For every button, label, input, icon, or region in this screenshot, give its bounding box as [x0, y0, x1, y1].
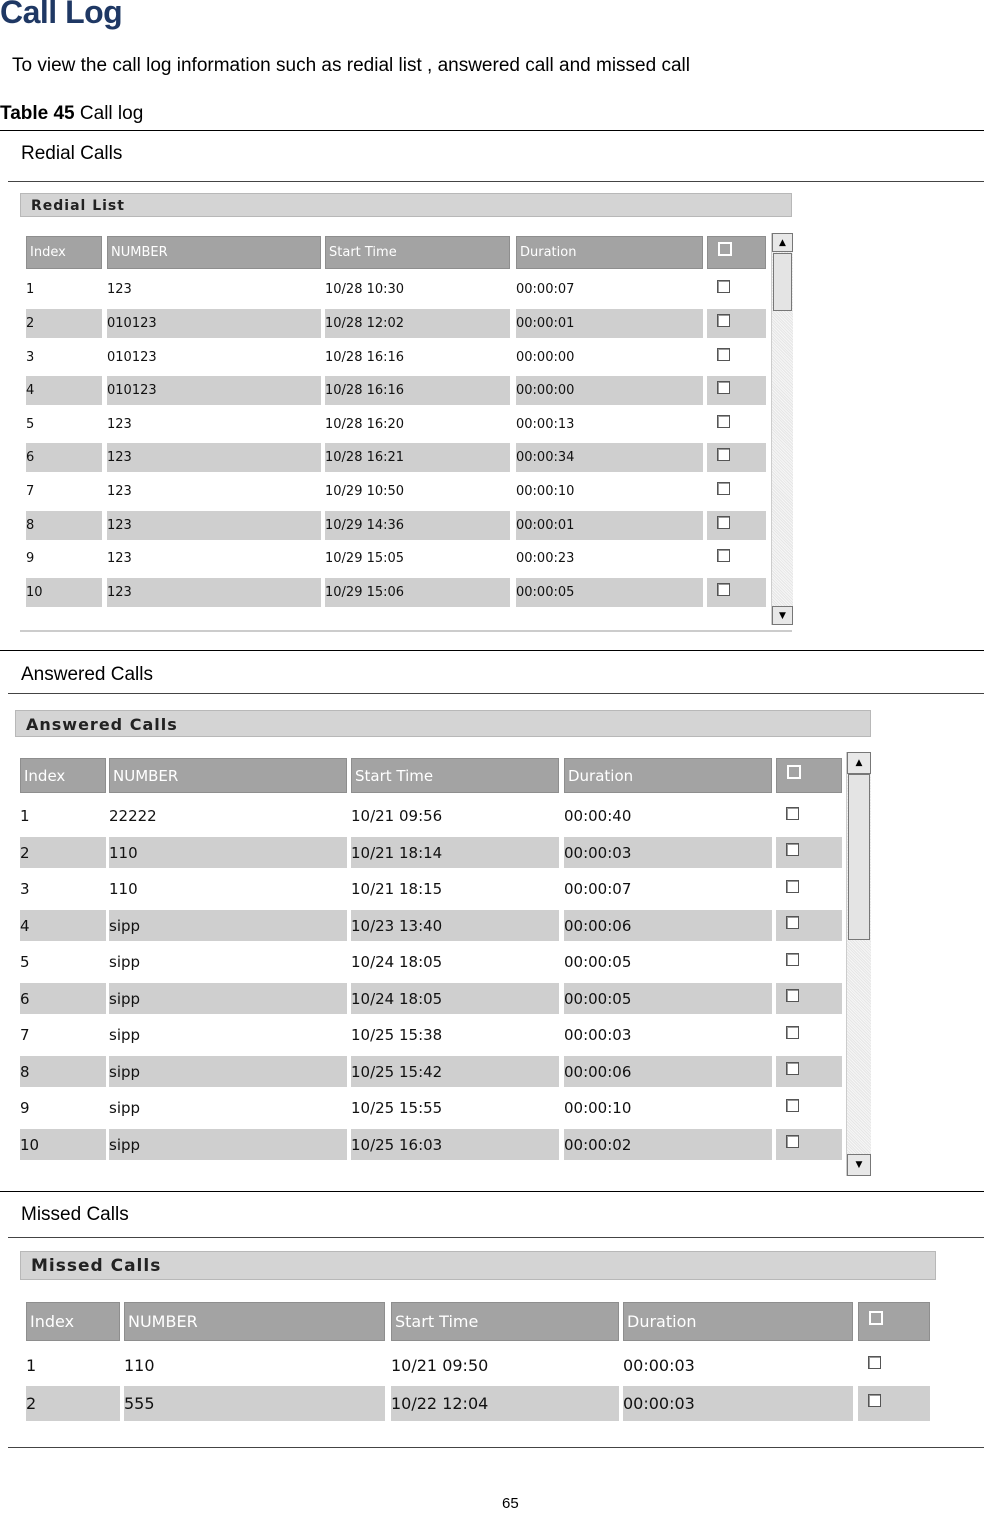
index-cell: 2 — [20, 837, 106, 868]
start-time-cell: 10/25 15:42 — [351, 1056, 559, 1087]
index-cell: 1 — [26, 282, 35, 298]
index-cell: 10 — [26, 578, 102, 607]
duration-cell: 00:00:10 — [564, 1099, 632, 1118]
duration-cell: 00:00:01 — [516, 511, 703, 540]
divider — [0, 1191, 984, 1192]
checkbox-cell — [776, 801, 842, 832]
checkbox-cell — [707, 443, 766, 472]
row-checkbox[interactable] — [717, 448, 730, 461]
row-checkbox[interactable] — [717, 314, 730, 327]
duration-cell: 00:00:06 — [564, 1056, 772, 1087]
checkbox-cell — [707, 544, 766, 573]
row-checkbox[interactable] — [786, 1135, 799, 1148]
duration-column-header[interactable]: Duration — [623, 1302, 853, 1341]
number-cell: 22222 — [109, 807, 157, 826]
section-label-missed: Missed Calls — [21, 1204, 129, 1225]
number-cell: 110 — [124, 1355, 155, 1375]
number-cell: 110 — [109, 880, 138, 899]
number-cell: 010123 — [107, 309, 321, 338]
start-time-cell: 10/21 09:50 — [391, 1355, 489, 1375]
index-cell: 10 — [20, 1129, 106, 1160]
start-time-cell: 10/24 18:05 — [351, 953, 443, 972]
number-cell: sipp — [109, 953, 141, 972]
checkbox-cell — [776, 1020, 842, 1051]
section-label-redial: Redial Calls — [21, 143, 123, 164]
section-label-answered: Answered Calls — [21, 664, 153, 685]
checkbox-cell — [858, 1386, 930, 1421]
panel-bottom-border — [20, 630, 792, 632]
vertical-scrollbar[interactable] — [771, 233, 793, 625]
start-time-cell: 10/28 12:02 — [325, 309, 510, 338]
scroll-up-icon[interactable]: ▲ — [772, 233, 793, 252]
start-time-cell: 10/28 16:16 — [325, 376, 510, 405]
index-cell: 5 — [20, 953, 30, 972]
row-checkbox[interactable] — [786, 989, 799, 1002]
index-cell: 6 — [26, 443, 102, 472]
index-cell: 1 — [26, 1355, 37, 1375]
index-cell: 4 — [26, 376, 102, 405]
index-column-header[interactable]: Index — [26, 1302, 120, 1341]
number-column-header[interactable]: NUMBER — [107, 236, 321, 269]
start-time-cell: 10/29 10:50 — [325, 483, 405, 499]
select-all-header — [776, 758, 842, 793]
number-column-header[interactable]: NUMBER — [109, 758, 347, 793]
row-checkbox[interactable] — [786, 916, 799, 929]
redial-list-panel — [20, 193, 796, 633]
duration-cell: 00:00:03 — [564, 837, 772, 868]
divider — [0, 130, 984, 131]
index-cell: 7 — [26, 483, 35, 499]
panel-title: Missed Calls — [20, 1251, 936, 1280]
duration-cell: 00:00:01 — [516, 309, 703, 338]
start-time-cell: 10/25 15:55 — [351, 1099, 443, 1118]
number-cell: 110 — [109, 837, 347, 868]
duration-column-header[interactable]: Duration — [564, 758, 772, 793]
row-checkbox[interactable] — [786, 1026, 799, 1039]
index-cell: 8 — [20, 1056, 106, 1087]
start-time-cell: 10/25 15:38 — [351, 1026, 443, 1045]
table-caption — [0, 103, 143, 125]
start-time-cell: 10/24 18:05 — [351, 983, 559, 1014]
scroll-down-icon[interactable]: ▼ — [847, 1154, 871, 1176]
duration-cell: 00:00:00 — [516, 376, 703, 405]
start-time-cell: 10/21 09:56 — [351, 807, 443, 826]
start-time-cell: 10/28 16:21 — [325, 443, 510, 472]
checkbox-cell — [776, 1129, 842, 1160]
start-time-cell: 10/28 16:16 — [325, 349, 405, 365]
number-cell: 123 — [107, 416, 132, 432]
number-cell: 123 — [107, 483, 132, 499]
start-time-cell: 10/28 10:30 — [325, 282, 405, 298]
intro-text: To view the call log information such as redial list , answered call and missed call — [12, 55, 690, 76]
divider — [8, 181, 984, 182]
row-checkbox[interactable] — [717, 583, 730, 596]
scroll-down-icon[interactable]: ▼ — [772, 606, 793, 625]
select-all-header — [707, 236, 766, 269]
index-cell: 6 — [20, 983, 106, 1014]
start-time-cell: 10/29 15:05 — [325, 551, 405, 567]
row-checkbox[interactable] — [717, 381, 730, 394]
duration-cell: 00:00:07 — [516, 282, 575, 298]
number-cell: sipp — [109, 1099, 141, 1118]
number-cell: 123 — [107, 443, 321, 472]
number-cell: 010123 — [107, 376, 321, 405]
number-cell: sipp — [109, 983, 347, 1014]
duration-cell: 00:00:40 — [564, 807, 632, 826]
number-cell: sipp — [109, 1026, 141, 1045]
scroll-thumb[interactable] — [848, 774, 870, 940]
duration-cell: 00:00:13 — [516, 416, 575, 432]
index-cell: 3 — [26, 349, 35, 365]
select-all-header — [858, 1302, 930, 1341]
index-cell: 5 — [26, 416, 35, 432]
duration-cell: 00:00:00 — [516, 349, 575, 365]
row-checkbox[interactable] — [786, 880, 799, 893]
select-all-checkbox[interactable] — [718, 242, 732, 256]
number-cell: 010123 — [107, 349, 157, 365]
duration-cell: 00:00:03 — [623, 1386, 853, 1421]
checkbox-cell — [776, 947, 842, 978]
duration-cell: 00:00:23 — [516, 551, 575, 567]
index-cell: 7 — [20, 1026, 30, 1045]
index-cell: 1 — [20, 807, 30, 826]
start-time-column-header[interactable]: Start Time — [325, 236, 510, 269]
number-cell: sipp — [109, 1056, 347, 1087]
index-cell: 9 — [20, 1099, 30, 1118]
index-column-header[interactable]: Index — [26, 236, 102, 269]
index-cell: 4 — [20, 910, 106, 941]
index-cell: 8 — [26, 511, 102, 540]
duration-cell: 00:00:02 — [564, 1129, 772, 1160]
page-title: Call Log — [0, 0, 123, 30]
start-time-cell: 10/22 12:04 — [391, 1386, 619, 1421]
number-cell: 555 — [124, 1386, 385, 1421]
checkbox-cell — [707, 275, 766, 304]
start-time-column-header[interactable]: Start Time — [391, 1302, 619, 1341]
row-checkbox[interactable] — [786, 807, 799, 820]
start-time-cell: 10/29 15:06 — [325, 578, 510, 607]
checkbox-cell — [707, 511, 766, 540]
row-checkbox[interactable] — [868, 1356, 881, 1369]
divider — [8, 693, 984, 694]
divider — [0, 650, 984, 651]
index-cell: 2 — [26, 1386, 120, 1421]
number-cell: 123 — [107, 578, 321, 607]
start-time-cell: 10/25 16:03 — [351, 1129, 559, 1160]
vertical-scrollbar[interactable] — [846, 752, 871, 1176]
start-time-cell: 10/21 18:15 — [351, 880, 443, 899]
number-cell: 123 — [107, 282, 132, 298]
start-time-cell: 10/29 14:36 — [325, 511, 510, 540]
number-cell: sipp — [109, 910, 347, 941]
row-checkbox[interactable] — [717, 516, 730, 529]
answered-calls-panel — [15, 710, 875, 1177]
index-cell: 2 — [26, 309, 102, 338]
row-checkbox[interactable] — [717, 348, 730, 361]
number-cell: 123 — [107, 511, 321, 540]
row-checkbox[interactable] — [868, 1394, 881, 1407]
duration-cell: 00:00:10 — [516, 483, 575, 499]
checkbox-cell — [776, 1056, 842, 1087]
checkbox-cell — [707, 477, 766, 506]
checkbox-cell — [707, 410, 766, 439]
index-column-header[interactable]: Index — [20, 758, 106, 793]
duration-cell: 00:00:07 — [564, 880, 632, 899]
row-checkbox[interactable] — [786, 843, 799, 856]
duration-cell: 00:00:05 — [564, 953, 632, 972]
number-cell: 123 — [107, 551, 132, 567]
start-time-column-header[interactable]: Start Time — [351, 758, 559, 793]
duration-cell: 00:00:34 — [516, 443, 703, 472]
row-checkbox[interactable] — [717, 549, 730, 562]
panel-title: Redial List — [20, 193, 792, 217]
duration-cell: 00:00:03 — [564, 1026, 632, 1045]
checkbox-cell — [776, 837, 842, 868]
caption-text: Call log — [74, 103, 144, 124]
checkbox-cell — [858, 1348, 930, 1383]
checkbox-cell — [707, 343, 766, 372]
duration-column-header[interactable]: Duration — [516, 236, 703, 269]
panel-title: Answered Calls — [15, 710, 871, 737]
checkbox-cell — [707, 376, 766, 405]
start-time-cell: 10/23 13:40 — [351, 910, 559, 941]
page-number: 65 — [502, 1495, 519, 1512]
select-all-checkbox[interactable] — [869, 1311, 883, 1325]
index-cell: 9 — [26, 551, 35, 567]
checkbox-cell — [776, 910, 842, 941]
row-checkbox[interactable] — [717, 280, 730, 293]
divider — [8, 1447, 984, 1448]
row-checkbox[interactable] — [786, 1099, 799, 1112]
row-checkbox[interactable] — [717, 482, 730, 495]
index-cell: 3 — [20, 880, 30, 899]
duration-cell: 00:00:05 — [516, 578, 703, 607]
row-checkbox[interactable] — [717, 415, 730, 428]
row-checkbox[interactable] — [786, 953, 799, 966]
checkbox-cell — [776, 1093, 842, 1124]
start-time-cell: 10/21 18:14 — [351, 837, 559, 868]
scroll-thumb[interactable] — [773, 253, 792, 311]
select-all-checkbox[interactable] — [787, 765, 801, 779]
checkbox-cell — [707, 309, 766, 338]
checkbox-cell — [707, 578, 766, 607]
number-column-header[interactable]: NUMBER — [124, 1302, 385, 1341]
start-time-cell: 10/28 16:20 — [325, 416, 405, 432]
checkbox-cell — [776, 874, 842, 905]
caption-label: Table 45 — [0, 103, 75, 124]
duration-cell: 00:00:03 — [623, 1355, 695, 1375]
divider — [8, 1237, 984, 1238]
missed-calls-panel — [20, 1251, 940, 1423]
duration-cell: 00:00:06 — [564, 910, 772, 941]
number-cell: sipp — [109, 1129, 347, 1160]
duration-cell: 00:00:05 — [564, 983, 772, 1014]
scroll-up-icon[interactable]: ▲ — [847, 752, 871, 774]
checkbox-cell — [776, 983, 842, 1014]
row-checkbox[interactable] — [786, 1062, 799, 1075]
